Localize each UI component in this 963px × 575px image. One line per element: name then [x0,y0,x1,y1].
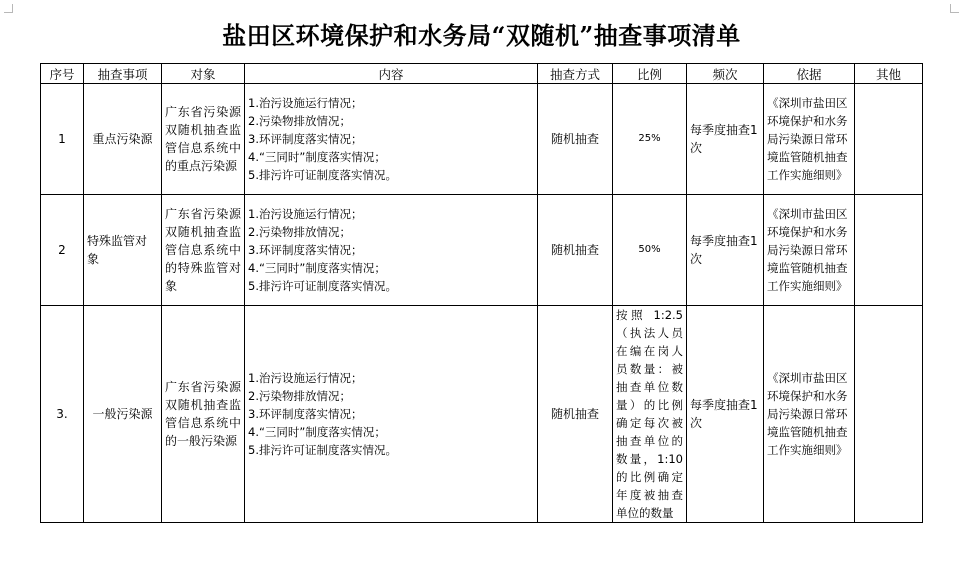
table-row [41,84,923,195]
cell-content [245,195,538,306]
content-line: 1.治污设施运行情况； [248,96,363,110]
cell-item: 一般污染源 [84,306,162,523]
cell-method: 随机抽查 [538,84,613,195]
page-corner-mark-left [4,4,13,13]
cell-ratio: 25% [613,84,687,195]
cell-content [245,84,538,195]
cell-item: 特殊监管对象 [84,195,162,306]
content-line: 5.排污许可证制度落实情况。 [248,443,397,457]
header-item: 抽查事项 [84,64,162,84]
content-line: 1.治污设施运行情况； [248,207,363,221]
cell-target: 广东省污染源双随机抽查监管信息系统中的一般污染源 [162,306,245,523]
content-line: 3.环评制度落实情况； [248,243,363,257]
cell-basis: 《深圳市盐田区环境保护和水务局污染源日常环境监管随机抽查工作实施细则》 [764,306,855,523]
cell-no: 2 [41,195,84,306]
cell-target: 广东省污染源双随机抽查监管信息系统中的特殊监管对象 [162,195,245,306]
inspection-table [40,63,923,523]
header-row [41,64,923,84]
header-frequency: 频次 [687,64,764,84]
content-line: 1.治污设施运行情况； [248,371,363,385]
cell-other [855,306,923,523]
cell-no: 3. [41,306,84,523]
content-line: 4.“三同时”制度落实情况； [248,261,386,275]
page-corner-mark-right [950,4,959,13]
header-method: 抽查方式 [538,64,613,84]
cell-frequency: 每季度抽查1次 [687,306,764,523]
content-line: 4.“三同时”制度落实情况； [248,150,386,164]
cell-method: 随机抽查 [538,195,613,306]
content-line: 5.排污许可证制度落实情况。 [248,279,397,293]
document-title: 盐田区环境保护和水务局“双随机”抽查事项清单 [222,21,741,50]
cell-no: 1 [41,84,84,195]
cell-basis: 《深圳市盐田区环境保护和水务局污染源日常环境监管随机抽查工作实施细则》 [764,84,855,195]
cell-frequency: 每季度抽查1次 [687,84,764,195]
content-line: 3.环评制度落实情况； [248,132,363,146]
content-line: 2.污染物排放情况； [248,225,351,239]
cell-other [855,84,923,195]
header-other: 其他 [855,64,923,84]
content-line: 3.环评制度落实情况； [248,407,363,421]
header-basis: 依据 [764,64,855,84]
table-row [41,306,923,523]
content-line: 4.“三同时”制度落实情况； [248,425,386,439]
cell-content [245,306,538,523]
cell-item: 重点污染源 [84,84,162,195]
header-ratio: 比例 [613,64,687,84]
cell-basis: 《深圳市盐田区环境保护和水务局污染源日常环境监管随机抽查工作实施细则》 [764,195,855,306]
content-line: 5.排污许可证制度落实情况。 [248,168,397,182]
header-no: 序号 [41,64,84,84]
cell-ratio: 按照 1:2.5（执法人员在编在岗人员数量：被抽查单位数量）的比例确定每次被抽查单位的数量，1:10的比例确定年度被抽查单位的数量 [613,306,687,523]
cell-other [855,195,923,306]
header-target: 对象 [162,64,245,84]
table-row [41,195,923,306]
cell-target: 广东省污染源双随机抽查监管信息系统中的重点污染源 [162,84,245,195]
content-line: 2.污染物排放情况； [248,389,351,403]
cell-method: 随机抽查 [538,306,613,523]
content-line: 2.污染物排放情况； [248,114,351,128]
cell-frequency: 每季度抽查1次 [687,195,764,306]
header-content: 内容 [245,64,538,84]
cell-ratio: 50% [613,195,687,306]
